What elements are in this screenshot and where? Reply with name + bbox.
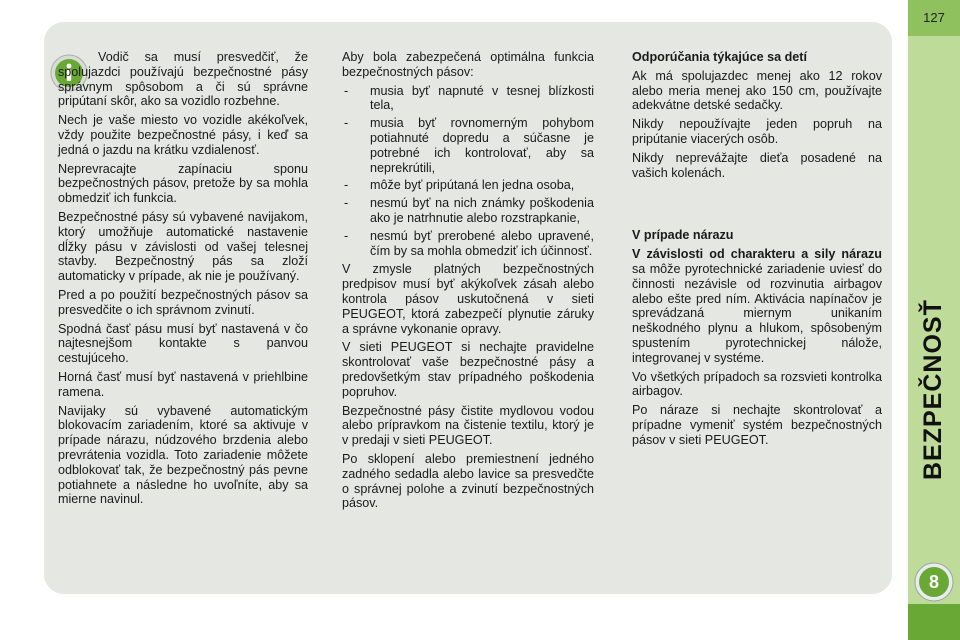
paragraph: Horná časť musí byť nastavená v priehlbine ramena. bbox=[58, 369, 308, 399]
list-item: - môže byť pripútaná len jedna osoba, bbox=[342, 178, 594, 193]
column-middle bbox=[342, 50, 594, 515]
list-item: - nesmú byť prerobené alebo upravené, čím by sa mohla obmedziť ich účinnosť. bbox=[342, 229, 594, 259]
paragraph: Nikdy nepoužívajte jeden popruh na pripútanie viacerých osôb. bbox=[632, 117, 882, 146]
paragraph: Vodič sa musí presvedčiť, že spolujazdci používajú bezpečnostné pásy správnym spôsobom a či sú správne pripútaní skôr, ako sa vozidlo rozbehne. bbox=[58, 50, 308, 109]
paragraph: Ak má spolujazdec menej ako 12 rokov alebo meria menej ako 150 cm, používajte adekvátne detské sedačky. bbox=[632, 68, 882, 113]
chapter-number: 8 bbox=[928, 572, 939, 592]
list-item: - nesmú byť na nich známky poškodenia ako je natrhnutie alebo rozstrapkanie, bbox=[342, 196, 594, 226]
paragraph: V zmysle platných bezpečnostných predpisov musí byť akýkoľvek zásah alebo kontrola pásov uskutočnená v sieti PEUGEOT, ktorá zabezpečí plynutie záruky a správne vykonanie opravy. bbox=[342, 262, 594, 336]
list-item: - musia byť rovnomerným pohybom potiahnuté dopredu a súčasne je potrebné ich kontrolovať, aby sa neprekrútili, bbox=[342, 116, 594, 175]
paragraph: V sieti PEUGEOT si nechajte pravidelne skontrolovať vaše bezpečnostné pásy a predovšetkým stav prípadného poškodenia popruhov. bbox=[342, 340, 594, 399]
paragraph: Po sklopení alebo premiestnení jedného zadného sedadla alebo lavice sa presvedčte o správnej polohe a zvinutí bezpečnostných pásov. bbox=[342, 451, 594, 511]
paragraph: Po náraze si nechajte skontrolovať a prípadne vymeniť systém bezpečnostných pásov v sieti PEUGEOT. bbox=[632, 403, 882, 447]
list-item: - musia byť napnuté v tesnej blízkosti tela, bbox=[342, 84, 594, 114]
paragraph: Bezpečnostné pásy sú vybavené navijakom, ktorý umožňuje automatické nastavenie dĺžky pásu v závislosti od vašej telesnej stavby. Bezpečnostný pás sa zloží automaticky v prípade, ak nie je používaný. bbox=[58, 209, 308, 284]
paragraph: Nikdy neprevážajte dieťa posadené na vašich kolenách. bbox=[632, 150, 882, 180]
paragraph: Navijaky sú vybavené automatickým blokovacím zariadením, ktoré sa aktivuje v prípade nárazu, núdzového brzdenia alebo prevrátenia vozidla. Toto zariadenie môžete odblokovať tak, že bezpečnostný pás pevne potiahnete a následne ho uvoľníte, aby sa mierne navinul. bbox=[58, 403, 308, 507]
paragraph: Bezpečnostné pásy čistite mydlovou vodou alebo prípravkom na čistenie textilu, ktorý je v predaji v sieti PEUGEOT. bbox=[342, 403, 594, 448]
paragraph bbox=[632, 247, 882, 365]
paragraph: Pred a po použití bezpečnostných pásov sa presvedčite o ich správnom zvinutí. bbox=[58, 287, 308, 317]
section-title: BEZPEČNOSŤ bbox=[919, 299, 947, 480]
paragraph: Spodná časť pásu musí byť nastavená v čo najtesnejšom kontakte s panvou cestujúceho. bbox=[58, 321, 308, 366]
intro-text: Aby bola zabezpečená optimálna funkcia bezpečnostných pásov: bbox=[342, 50, 594, 79]
column-left bbox=[58, 50, 308, 511]
lead-rest: sa môže pyrotechnické zariadenie uviesť do činnosti nezávisle od rozvinutia airbagov alebo ešte pred ním. Aktivácia napínačov je sprevádzaná miernym unikaním neškodného plynu a hlukom, spôsobeným spustením pyrotechnickej nálože, integrovanej v systéme. bbox=[632, 261, 882, 365]
spacer bbox=[632, 184, 882, 228]
bottom-tab bbox=[908, 604, 960, 640]
page-number: 127 bbox=[923, 10, 945, 25]
bold-lead: V závislosti od charakteru a sily nárazu bbox=[632, 247, 882, 262]
paragraph: Nech je vaše miesto vo vozidle akékoľvek, vždy použite bezpečnostné pásy, i keď sa jedná o jazdu na krátku vzdialenosť. bbox=[58, 113, 308, 157]
section-heading-crash: V prípade nárazu bbox=[632, 228, 734, 243]
paragraph: Neprevracajte zapínaciu sponu bezpečnostných pásov, pretože by sa mohla obmedziť ich funkcia. bbox=[58, 161, 308, 206]
column-right bbox=[632, 50, 882, 452]
paragraph: Vo všetkých prípadoch sa rozsvieti kontrolka airbagov. bbox=[632, 369, 882, 399]
requirements-list bbox=[342, 84, 594, 259]
section-heading-children: Odporúčania týkajúce sa detí bbox=[632, 50, 807, 64]
